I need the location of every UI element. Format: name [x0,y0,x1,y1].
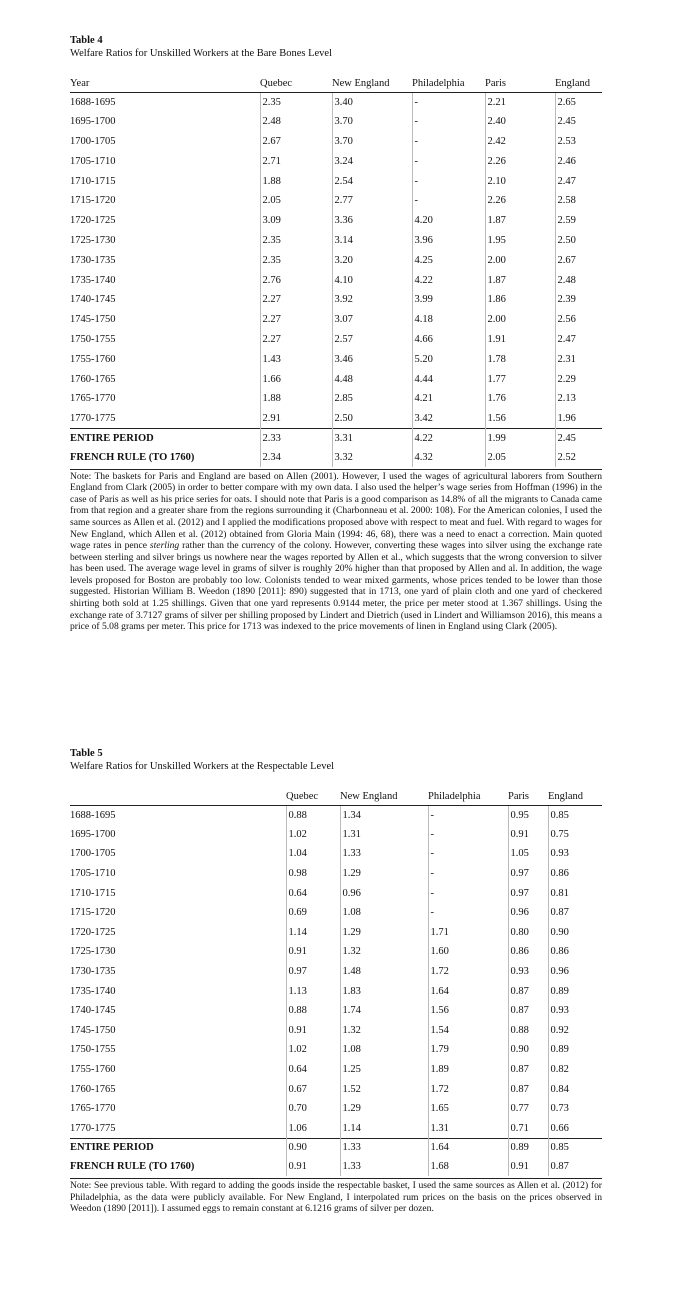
cell-quebec: 2.27 [260,330,332,350]
cell-paris: 0.77 [508,1099,548,1119]
cell-england: 2.47 [555,171,602,191]
cell-quebec: 1.88 [260,389,332,409]
cell-philadelphia: - [428,864,508,884]
cell-year: 1760-1765 [70,1083,116,1095]
cell-new-england: 1.34 [340,805,428,825]
table-row [70,171,602,191]
cell-philadelphia: - [428,883,508,903]
cell-new-england: 3.14 [332,231,412,251]
cell-quebec: 0.91 [286,1021,340,1041]
cell-england: 2.31 [555,349,602,369]
cell-philadelphia: - [428,903,508,923]
cell-philadelphia: 1.72 [428,962,508,982]
cell-england: 2.56 [555,310,602,330]
cell-year: 1705-1710 [70,868,116,880]
cell-quebec: 0.88 [286,805,340,825]
note-italic: sterling [149,540,180,552]
cell-quebec: 1.43 [260,349,332,369]
col-header-year [70,789,286,805]
table-row [70,211,602,231]
cell-year: 1700-1705 [70,135,116,147]
table-row [70,191,602,211]
cell-new-england: 1.33 [340,1157,428,1176]
cell-year: 1720-1725 [70,926,116,938]
cell-england: 2.58 [555,191,602,211]
table-row [70,1119,602,1139]
cell-year: 1745-1750 [70,314,116,326]
cell-quebec: 2.35 [260,250,332,270]
cell-philadelphia: 4.20 [412,211,485,231]
cell-england: 2.59 [555,211,602,231]
cell-philadelphia: 1.64 [428,1138,508,1157]
total-row [70,448,602,467]
cell-new-england: 4.48 [332,369,412,389]
cell-paris: 2.40 [485,112,555,132]
cell-philadelphia: 4.21 [412,389,485,409]
cell-england: 2.50 [555,231,602,251]
cell-quebec: 2.05 [260,191,332,211]
cell-new-england: 3.70 [332,112,412,132]
cell-quebec: 0.64 [286,883,340,903]
cell-philadelphia: 1.56 [428,1001,508,1021]
cell-england: 2.39 [555,290,602,310]
table-caption: Welfare Ratios for Unskilled Workers at the Respectable Level [70,761,335,772]
cell-philadelphia: 4.66 [412,330,485,350]
col-header-paris: Paris [508,789,548,805]
cell-england: 2.52 [555,448,602,467]
table-row [70,310,602,330]
cell-new-england: 1.74 [340,1001,428,1021]
col-header-england: England [548,789,602,805]
cell-new-england: 1.08 [340,1040,428,1060]
cell-year: 1745-1750 [70,1024,116,1036]
cell-new-england: 3.70 [332,132,412,152]
cell-new-england: 1.48 [340,962,428,982]
cell-year: 1688-1695 [70,96,116,108]
cell-paris: 1.87 [485,270,555,290]
cell-paris: 0.80 [508,923,548,943]
table-row [70,1040,602,1060]
cell-year: 1725-1730 [70,946,116,958]
cell-england: 0.90 [548,923,602,943]
cell-year: 1760-1765 [70,373,116,385]
cell-philadelphia: - [428,844,508,864]
cell-new-england: 0.96 [340,883,428,903]
cell-england: 2.45 [555,112,602,132]
cell-new-england: 3.92 [332,290,412,310]
cell-philadelphia: 4.32 [412,448,485,467]
note-text: Note: The baskets for Paris and England are based on Allen (2001). However, I used the wages of agricultural laborers from Southern England from Clark (2005) in order to better compare with my own data. I also used the helper’s wage series from Hoffman (1996) in the case of Paris as well as his price series for oats. I should note that Paris is a good comparison as 14.8% of all the migrants to Canada came from that region and a greater share from the regions surrounding it (Charbonneau et al. 2000: 108). For the American colonies, I used the same sources as Allen et al. (2012) and I applied the modifications proposed above with respect to meat and fuel. With regard to wages for New England, which Allen et al. (2012) obtained from Gloria Main (1994: 46, 68), there was a need to enact a correction. Main quoted wage rates in pence [70,470,602,552]
cell-england: 2.53 [555,132,602,152]
cell-year: 1715-1720 [70,195,116,207]
cell-england: 0.87 [548,903,602,923]
cell-paris: 0.87 [508,981,548,1001]
cell-paris: 0.71 [508,1119,548,1139]
cell-paris: 2.00 [485,250,555,270]
cell-quebec: 0.64 [286,1060,340,1080]
cell-philadelphia: 1.79 [428,1040,508,1060]
cell-year: 1688-1695 [70,809,116,821]
cell-england: 0.75 [548,825,602,845]
cell-quebec: 2.67 [260,132,332,152]
cell-new-england: 3.31 [332,429,412,448]
cell-year: 1725-1730 [70,234,116,246]
cell-paris: 0.88 [508,1021,548,1041]
cell-england: 0.89 [548,1040,602,1060]
cell-paris: 1.56 [485,409,555,429]
cell-new-england: 2.85 [332,389,412,409]
table-row [70,112,602,132]
cell-year: 1700-1705 [70,848,116,860]
table-row [70,864,602,884]
cell-england: 0.82 [548,1060,602,1080]
cell-quebec: 3.09 [260,211,332,231]
cell-quebec: 2.91 [260,409,332,429]
cell-new-england: 2.50 [332,409,412,429]
table-row [70,1099,602,1119]
cell-england: 0.81 [548,883,602,903]
cell-new-england: 3.36 [332,211,412,231]
table-row [70,1021,602,1041]
cell-paris: 1.86 [485,290,555,310]
table-row [70,981,602,1001]
cell-philadelphia: 4.22 [412,429,485,448]
cell-year: ENTIRE PERIOD [70,1138,286,1157]
total-row [70,1138,602,1157]
cell-quebec: 1.13 [286,981,340,1001]
cell-quebec: 0.97 [286,962,340,982]
cell-new-england: 2.54 [332,171,412,191]
cell-philadelphia: 1.72 [428,1079,508,1099]
cell-quebec: 2.27 [260,290,332,310]
cell-year: ENTIRE PERIOD [70,429,260,448]
cell-new-england: 2.57 [332,330,412,350]
table-row [70,942,602,962]
cell-year: FRENCH RULE (TO 1760) [70,1161,195,1173]
cell-year: 1750-1755 [70,1044,116,1056]
cell-england: 0.89 [548,981,602,1001]
cell-new-england: 1.29 [340,923,428,943]
table-row [70,151,602,171]
cell-quebec: 1.06 [286,1119,340,1139]
cell-england: 2.67 [555,250,602,270]
table-row [70,349,602,369]
cell-england: 0.86 [548,942,602,962]
cell-philadelphia: 5.20 [412,349,485,369]
cell-england: 0.85 [548,805,602,825]
cell-year: 1735-1740 [70,985,116,997]
cell-year: 1720-1725 [70,215,116,227]
cell-paris: 1.05 [508,844,548,864]
cell-year: FRENCH RULE (TO 1760) [70,451,195,463]
cell-philadelphia: 1.71 [428,923,508,943]
cell-new-england: 3.32 [332,448,412,467]
total-row [70,1157,602,1176]
cell-quebec: 0.67 [286,1079,340,1099]
cell-year: 1705-1710 [70,155,116,167]
table-label: Table 4 [70,35,103,46]
cell-year: 1765-1770 [70,1103,116,1115]
cell-paris: 2.21 [485,92,555,112]
cell-paris: 0.96 [508,903,548,923]
col-header-quebec: Quebec [260,76,332,92]
table-row [70,250,602,270]
table-row [70,923,602,943]
cell-england: 2.65 [555,92,602,112]
cell-paris: 1.95 [485,231,555,251]
cell-paris: 0.97 [508,883,548,903]
cell-new-england: 3.40 [332,92,412,112]
cell-new-england: 1.33 [340,844,428,864]
cell-philadelphia: 4.25 [412,250,485,270]
cell-philadelphia: - [412,112,485,132]
cell-philadelphia: 1.68 [428,1157,508,1176]
cell-quebec: 2.35 [260,231,332,251]
table-row [70,290,602,310]
cell-year: 1765-1770 [70,393,116,405]
cell-paris: 1.87 [485,211,555,231]
cell-philadelphia: - [412,132,485,152]
cell-england: 0.93 [548,844,602,864]
cell-year: 1695-1700 [70,828,116,840]
cell-philadelphia: - [412,191,485,211]
cell-paris: 2.00 [485,310,555,330]
cell-england: 0.73 [548,1099,602,1119]
cell-year: 1755-1760 [70,353,116,365]
table-note [70,469,602,633]
cell-year: 1750-1755 [70,333,116,345]
cell-philadelphia: 1.54 [428,1021,508,1041]
cell-new-england: 1.08 [340,903,428,923]
cell-quebec: 0.69 [286,903,340,923]
cell-philadelphia: - [428,825,508,845]
table-label: Table 5 [70,748,103,759]
cell-quebec: 0.91 [286,942,340,962]
table-4 [70,34,602,633]
cell-philadelphia: - [412,151,485,171]
cell-philadelphia: 1.89 [428,1060,508,1080]
cell-new-england: 1.31 [340,825,428,845]
cell-paris: 0.86 [508,942,548,962]
cell-england: 2.45 [555,429,602,448]
cell-england: 0.66 [548,1119,602,1139]
table-row [70,389,602,409]
cell-paris: 2.10 [485,171,555,191]
table-row [70,883,602,903]
cell-philadelphia: - [412,92,485,112]
cell-quebec: 0.91 [286,1157,340,1176]
cell-new-england: 3.20 [332,250,412,270]
table-row [70,844,602,864]
cell-england: 1.96 [555,409,602,429]
table-row [70,132,602,152]
cell-quebec: 2.48 [260,112,332,132]
cell-paris: 2.42 [485,132,555,152]
col-header-england: England [555,76,602,92]
cell-philadelphia: 1.64 [428,981,508,1001]
cell-year: 1695-1700 [70,116,116,128]
table-row [70,231,602,251]
cell-new-england: 1.83 [340,981,428,1001]
cell-quebec: 2.34 [260,448,332,467]
table-row [70,369,602,389]
cell-england: 0.96 [548,962,602,982]
cell-england: 0.86 [548,864,602,884]
table-row [70,1060,602,1080]
table-row [70,409,602,429]
cell-quebec: 1.04 [286,844,340,864]
cell-quebec: 0.88 [286,1001,340,1021]
cell-quebec: 1.14 [286,923,340,943]
table-row [70,903,602,923]
cell-philadelphia: - [412,171,485,191]
cell-paris: 0.93 [508,962,548,982]
cell-philadelphia: 1.60 [428,942,508,962]
table-row [70,92,602,112]
cell-england: 2.29 [555,369,602,389]
cell-paris: 0.90 [508,1040,548,1060]
cell-new-england: 1.32 [340,1021,428,1041]
col-header-quebec: Quebec [286,789,340,805]
cell-paris: 1.77 [485,369,555,389]
cell-philadelphia: 3.96 [412,231,485,251]
cell-quebec: 2.35 [260,92,332,112]
col-header-philadelphia: Philadelphia [412,76,485,92]
cell-new-england: 3.07 [332,310,412,330]
cell-year: 1710-1715 [70,175,116,187]
cell-new-england: 1.25 [340,1060,428,1080]
cell-paris: 2.05 [485,448,555,467]
note-text: rather than the currency of the colony. However, converting these wages into silver using the exchange rate between sterling and silver brings us nowhere near the wages reported by Allen et al., which suggests that the wrong conversion to silver has been used. The average wage level in grams of silver is roughly 20% higher than that proposed by Allen and al. In addition, the wage levels proposed for Boston are probably too low. Colonists tended to wear mixed garments, whose prices tended to be lower than those suggested. Historian William B. Weedon (1890 [2011]: 890) suggested that in 1713, one yard of plain cloth and one yard of checkered shirting both sold at 1.25 shillings. Given that one yard represents 0.9144 meter, the price per meter stood at 1.367 shillings. Using the exchange rate of 3.7127 grams of silver per shilling proposed by Lindert and Dietrich (used in Lindert and Williamson 2016), this means a price of 5.08 grams per meter. This price for 1713 was indexed to the price movements of linen in England using Clark (2005). [70,540,602,633]
cell-quebec: 1.66 [260,369,332,389]
cell-paris: 0.89 [508,1138,548,1157]
cell-paris: 0.87 [508,1060,548,1080]
cell-quebec: 0.70 [286,1099,340,1119]
cell-new-england: 1.29 [340,864,428,884]
data-table [70,789,602,1176]
cell-quebec: 0.90 [286,1138,340,1157]
cell-new-england: 1.14 [340,1119,428,1139]
cell-philadelphia: 3.99 [412,290,485,310]
cell-paris: 2.26 [485,191,555,211]
cell-paris: 0.87 [508,1001,548,1021]
cell-new-england: 2.77 [332,191,412,211]
col-header-new-england: New England [332,76,412,92]
table-row [70,1079,602,1099]
table-row [70,805,602,825]
table-row [70,825,602,845]
cell-paris: 1.76 [485,389,555,409]
cell-year: 1740-1745 [70,1005,116,1017]
col-header-year: Year [70,76,260,92]
cell-paris: 0.91 [508,1157,548,1176]
cell-new-england: 1.29 [340,1099,428,1119]
cell-paris: 0.91 [508,825,548,845]
cell-paris: 0.95 [508,805,548,825]
cell-quebec: 1.02 [286,825,340,845]
table-row [70,330,602,350]
cell-england: 0.87 [548,1157,602,1176]
cell-quebec: 2.27 [260,310,332,330]
col-header-philadelphia: Philadelphia [428,789,508,805]
data-table [70,76,602,467]
cell-england: 2.13 [555,389,602,409]
cell-england: 2.48 [555,270,602,290]
cell-year: 1710-1715 [70,887,116,899]
cell-philadelphia: 1.31 [428,1119,508,1139]
cell-paris: 2.26 [485,151,555,171]
cell-quebec: 0.98 [286,864,340,884]
cell-quebec: 2.33 [260,429,332,448]
cell-year: 1730-1735 [70,966,116,978]
cell-new-england: 3.24 [332,151,412,171]
cell-philadelphia: 3.42 [412,409,485,429]
cell-paris: 1.91 [485,330,555,350]
cell-year: 1755-1760 [70,1064,116,1076]
cell-quebec: 1.02 [286,1040,340,1060]
cell-philadelphia: 4.44 [412,369,485,389]
cell-england: 0.84 [548,1079,602,1099]
table-row [70,270,602,290]
table-note: Note: See previous table. With regard to adding the goods inside the respectable basket, I used the same sources as Allen et al. (2012) for Philadelphia, as the data were publicly available. For New England, I interpolated rum prices on the basis on the prices observed in Weedon (1890 [2011]). I assumed eggs to remain constant at 6.1216 grams of silver per dozen. [70,1180,602,1215]
cell-paris: 0.97 [508,864,548,884]
total-row [70,429,602,448]
col-header-new-england: New England [340,789,428,805]
table-5 [70,747,602,1215]
cell-year: 1735-1740 [70,274,116,286]
cell-year: 1715-1720 [70,907,116,919]
cell-year: 1740-1745 [70,294,116,306]
cell-philadelphia: 4.22 [412,270,485,290]
cell-year: 1770-1775 [70,412,116,424]
cell-new-england: 1.32 [340,942,428,962]
col-header-paris: Paris [485,76,555,92]
cell-quebec: 2.71 [260,151,332,171]
cell-year: 1770-1775 [70,1122,116,1134]
cell-paris: 1.99 [485,429,555,448]
cell-england: 0.92 [548,1021,602,1041]
cell-year: 1730-1735 [70,254,116,266]
cell-england: 2.46 [555,151,602,171]
table-caption: Welfare Ratios for Unskilled Workers at the Bare Bones Level [70,48,332,59]
cell-england: 0.93 [548,1001,602,1021]
cell-philadelphia: 4.18 [412,310,485,330]
cell-philadelphia: 1.65 [428,1099,508,1119]
cell-new-england: 3.46 [332,349,412,369]
cell-paris: 1.78 [485,349,555,369]
cell-england: 2.47 [555,330,602,350]
cell-quebec: 1.88 [260,171,332,191]
cell-new-england: 1.33 [340,1138,428,1157]
table-row [70,962,602,982]
cell-new-england: 1.52 [340,1079,428,1099]
cell-new-england: 4.10 [332,270,412,290]
cell-england: 0.85 [548,1138,602,1157]
cell-paris: 0.87 [508,1079,548,1099]
table-row [70,1001,602,1021]
cell-philadelphia: - [428,805,508,825]
cell-quebec: 2.76 [260,270,332,290]
